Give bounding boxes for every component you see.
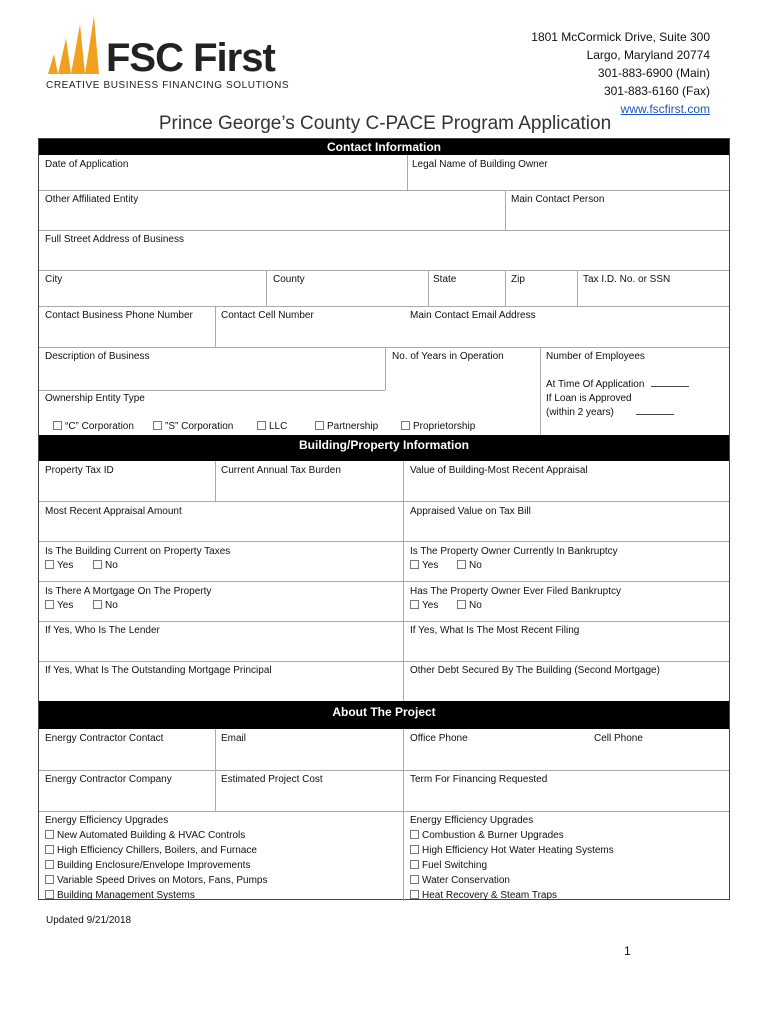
checkbox-icon [153, 421, 162, 430]
upgrade-checkbox[interactable]: Variable Speed Drives on Motors, Fans, Pumps [45, 873, 267, 888]
partnership-checkbox[interactable]: Partnership [315, 419, 378, 434]
s-corp-checkbox[interactable]: ”S” Corporation [153, 419, 233, 434]
lender-field[interactable]: If Yes, Who Is The Lender [45, 625, 160, 636]
checkbox-icon [45, 600, 54, 609]
building-value-field[interactable]: Value of Building-Most Recent Appraisal [410, 465, 588, 476]
checkbox-icon [53, 421, 62, 430]
appraisal-amount-field[interactable]: Most Recent Appraisal Amount [45, 506, 182, 517]
city-field[interactable]: City [45, 274, 63, 285]
checkbox-icon [257, 421, 266, 430]
office-phone-field[interactable]: Office Phone [410, 733, 468, 744]
ownership-label: Ownership Entity Type [45, 393, 145, 404]
address-line-1: 1801 McCormick Drive, Suite 300 [531, 30, 710, 44]
contractor-contact-field[interactable]: Energy Contractor Contact [45, 733, 164, 744]
upgrade-checkbox[interactable]: Building Enclosure/Envelope Improvements [45, 858, 250, 873]
address-block [531, 28, 710, 118]
checkbox-icon [45, 560, 54, 569]
building-section-header: Building/Property Information [39, 435, 729, 461]
page-title: Prince George’s County C-PACE Program Application [158, 113, 612, 134]
estimated-cost-field[interactable]: Estimated Project Cost [221, 774, 323, 785]
checkbox-icon [410, 560, 419, 569]
upgrade-checkbox[interactable]: Water Conservation [410, 873, 510, 888]
upgrade-checkbox[interactable]: High Efficiency Chillers, Boilers, and Furnace [45, 843, 257, 858]
email-field[interactable]: Main Contact Email Address [410, 310, 536, 321]
address-line-2: Largo, Maryland 20774 [586, 48, 710, 62]
upgrade-checkbox[interactable]: Fuel Switching [410, 858, 487, 873]
upgrade-checkbox[interactable]: High Efficiency Hot Water Heating Systems [410, 843, 614, 858]
zip-field[interactable]: Zip [511, 274, 525, 285]
tax-burden-field[interactable]: Current Annual Tax Burden [221, 465, 341, 476]
bankruptcy-now-label: Is The Property Owner Currently In Bankruptcy [410, 546, 618, 557]
page-number: 1 [624, 944, 631, 958]
updated-date: Updated 9/21/2018 [46, 915, 132, 926]
mortgage-yes-checkbox[interactable]: Yes [45, 598, 73, 613]
logo-name: FSC First [106, 36, 275, 80]
upgrades-label-left: Energy Efficiency Upgrades [45, 815, 169, 826]
checkbox-icon [410, 860, 419, 869]
upgrade-checkbox[interactable]: Combustion & Burner Upgrades [410, 828, 564, 843]
llc-checkbox[interactable]: LLC [257, 419, 287, 434]
bankruptcy-now-yes-checkbox[interactable]: Yes [410, 558, 438, 573]
cell-phone-field[interactable]: Cell Phone [594, 733, 643, 744]
checkbox-icon [457, 600, 466, 609]
application-form [38, 138, 730, 900]
date-of-application-field[interactable]: Date of Application [45, 159, 129, 170]
financing-term-field[interactable]: Term For Financing Requested [410, 774, 548, 785]
mortgage-label: Is There A Mortgage On The Property [45, 586, 212, 597]
tax-id-field[interactable]: Tax I.D. No. or SSN [583, 274, 671, 285]
employees-at-time[interactable]: At Time Of Application [546, 377, 689, 392]
checkbox-icon [93, 600, 102, 609]
description-field[interactable]: Description of Business [45, 351, 150, 362]
contractor-email-field[interactable]: Email [221, 733, 247, 744]
current-taxes-label: Is The Building Current on Property Taxes [45, 546, 231, 557]
upgrade-checkbox[interactable]: Building Management Systems [45, 888, 195, 903]
employees-within[interactable]: (within 2 years) [546, 405, 674, 420]
logo-tagline: CREATIVE BUSINESS FINANCING SOLUTIONS [46, 80, 290, 91]
upgrades-label-right: Energy Efficiency Upgrades [410, 815, 534, 826]
checkbox-icon [410, 890, 419, 899]
county-field[interactable]: County [273, 274, 305, 285]
upgrade-checkbox[interactable]: New Automated Building & HVAC Controls [45, 828, 245, 843]
bankruptcy-ever-label: Has The Property Owner Ever Filed Bankruptcy [410, 586, 622, 597]
legal-name-field[interactable]: Legal Name of Building Owner [412, 159, 548, 170]
years-in-operation-field[interactable]: No. of Years in Operation [392, 351, 504, 362]
checkbox-icon [93, 560, 102, 569]
checkbox-icon [45, 890, 54, 899]
bankruptcy-now-no-checkbox[interactable]: No [457, 558, 482, 573]
project-section-header: About The Project [39, 701, 729, 729]
checkbox-icon [401, 421, 410, 430]
checkbox-icon [45, 875, 54, 884]
affiliated-entity-field[interactable]: Other Affiliated Entity [45, 194, 139, 205]
street-address-field[interactable]: Full Street Address of Business [45, 234, 184, 245]
recent-filing-field[interactable]: If Yes, What Is The Most Recent Filing [410, 625, 580, 636]
contact-section-header: Contact Information [39, 139, 729, 155]
checkbox-icon [45, 845, 54, 854]
website-link[interactable]: www.fscfirst.com [620, 102, 710, 116]
appraised-value-field[interactable]: Appraised Value on Tax Bill [410, 506, 531, 517]
employees-if-approved: If Loan is Approved [546, 393, 632, 404]
checkbox-icon [410, 600, 419, 609]
employees-label: Number of Employees [546, 351, 645, 362]
checkbox-icon [410, 830, 419, 839]
logo-bars-icon [46, 16, 106, 78]
proprietorship-checkbox[interactable]: Proprietorship [401, 419, 475, 434]
checkbox-icon [45, 860, 54, 869]
main-contact-field[interactable]: Main Contact Person [511, 194, 605, 205]
current-taxes-no-checkbox[interactable]: No [93, 558, 118, 573]
phone-main: 301-883-6900 (Main) [597, 66, 710, 80]
fsc-first-logo [46, 16, 290, 96]
bankruptcy-ever-yes-checkbox[interactable]: Yes [410, 598, 438, 613]
c-corp-checkbox[interactable]: “C” Corporation [53, 419, 134, 434]
checkbox-icon [410, 845, 419, 854]
checkbox-icon [410, 875, 419, 884]
mortgage-principal-field[interactable]: If Yes, What Is The Outstanding Mortgage Principal [45, 665, 272, 676]
current-taxes-yes-checkbox[interactable]: Yes [45, 558, 73, 573]
cell-number-field[interactable]: Contact Cell Number [221, 310, 314, 321]
business-phone-field[interactable]: Contact Business Phone Number [45, 310, 193, 321]
property-tax-id-field[interactable]: Property Tax ID [45, 465, 114, 476]
checkbox-icon [45, 830, 54, 839]
contractor-company-field[interactable]: Energy Contractor Company [45, 774, 172, 785]
upgrade-checkbox[interactable]: Heat Recovery & Steam Traps [410, 888, 557, 903]
bankruptcy-ever-no-checkbox[interactable]: No [457, 598, 482, 613]
mortgage-no-checkbox[interactable]: No [93, 598, 118, 613]
checkbox-icon [315, 421, 324, 430]
other-debt-field[interactable]: Other Debt Secured By The Building (Second Mortgage) [410, 665, 660, 676]
state-field[interactable]: State [433, 274, 457, 285]
phone-fax: 301-883-6160 (Fax) [603, 84, 710, 98]
checkbox-icon [457, 560, 466, 569]
